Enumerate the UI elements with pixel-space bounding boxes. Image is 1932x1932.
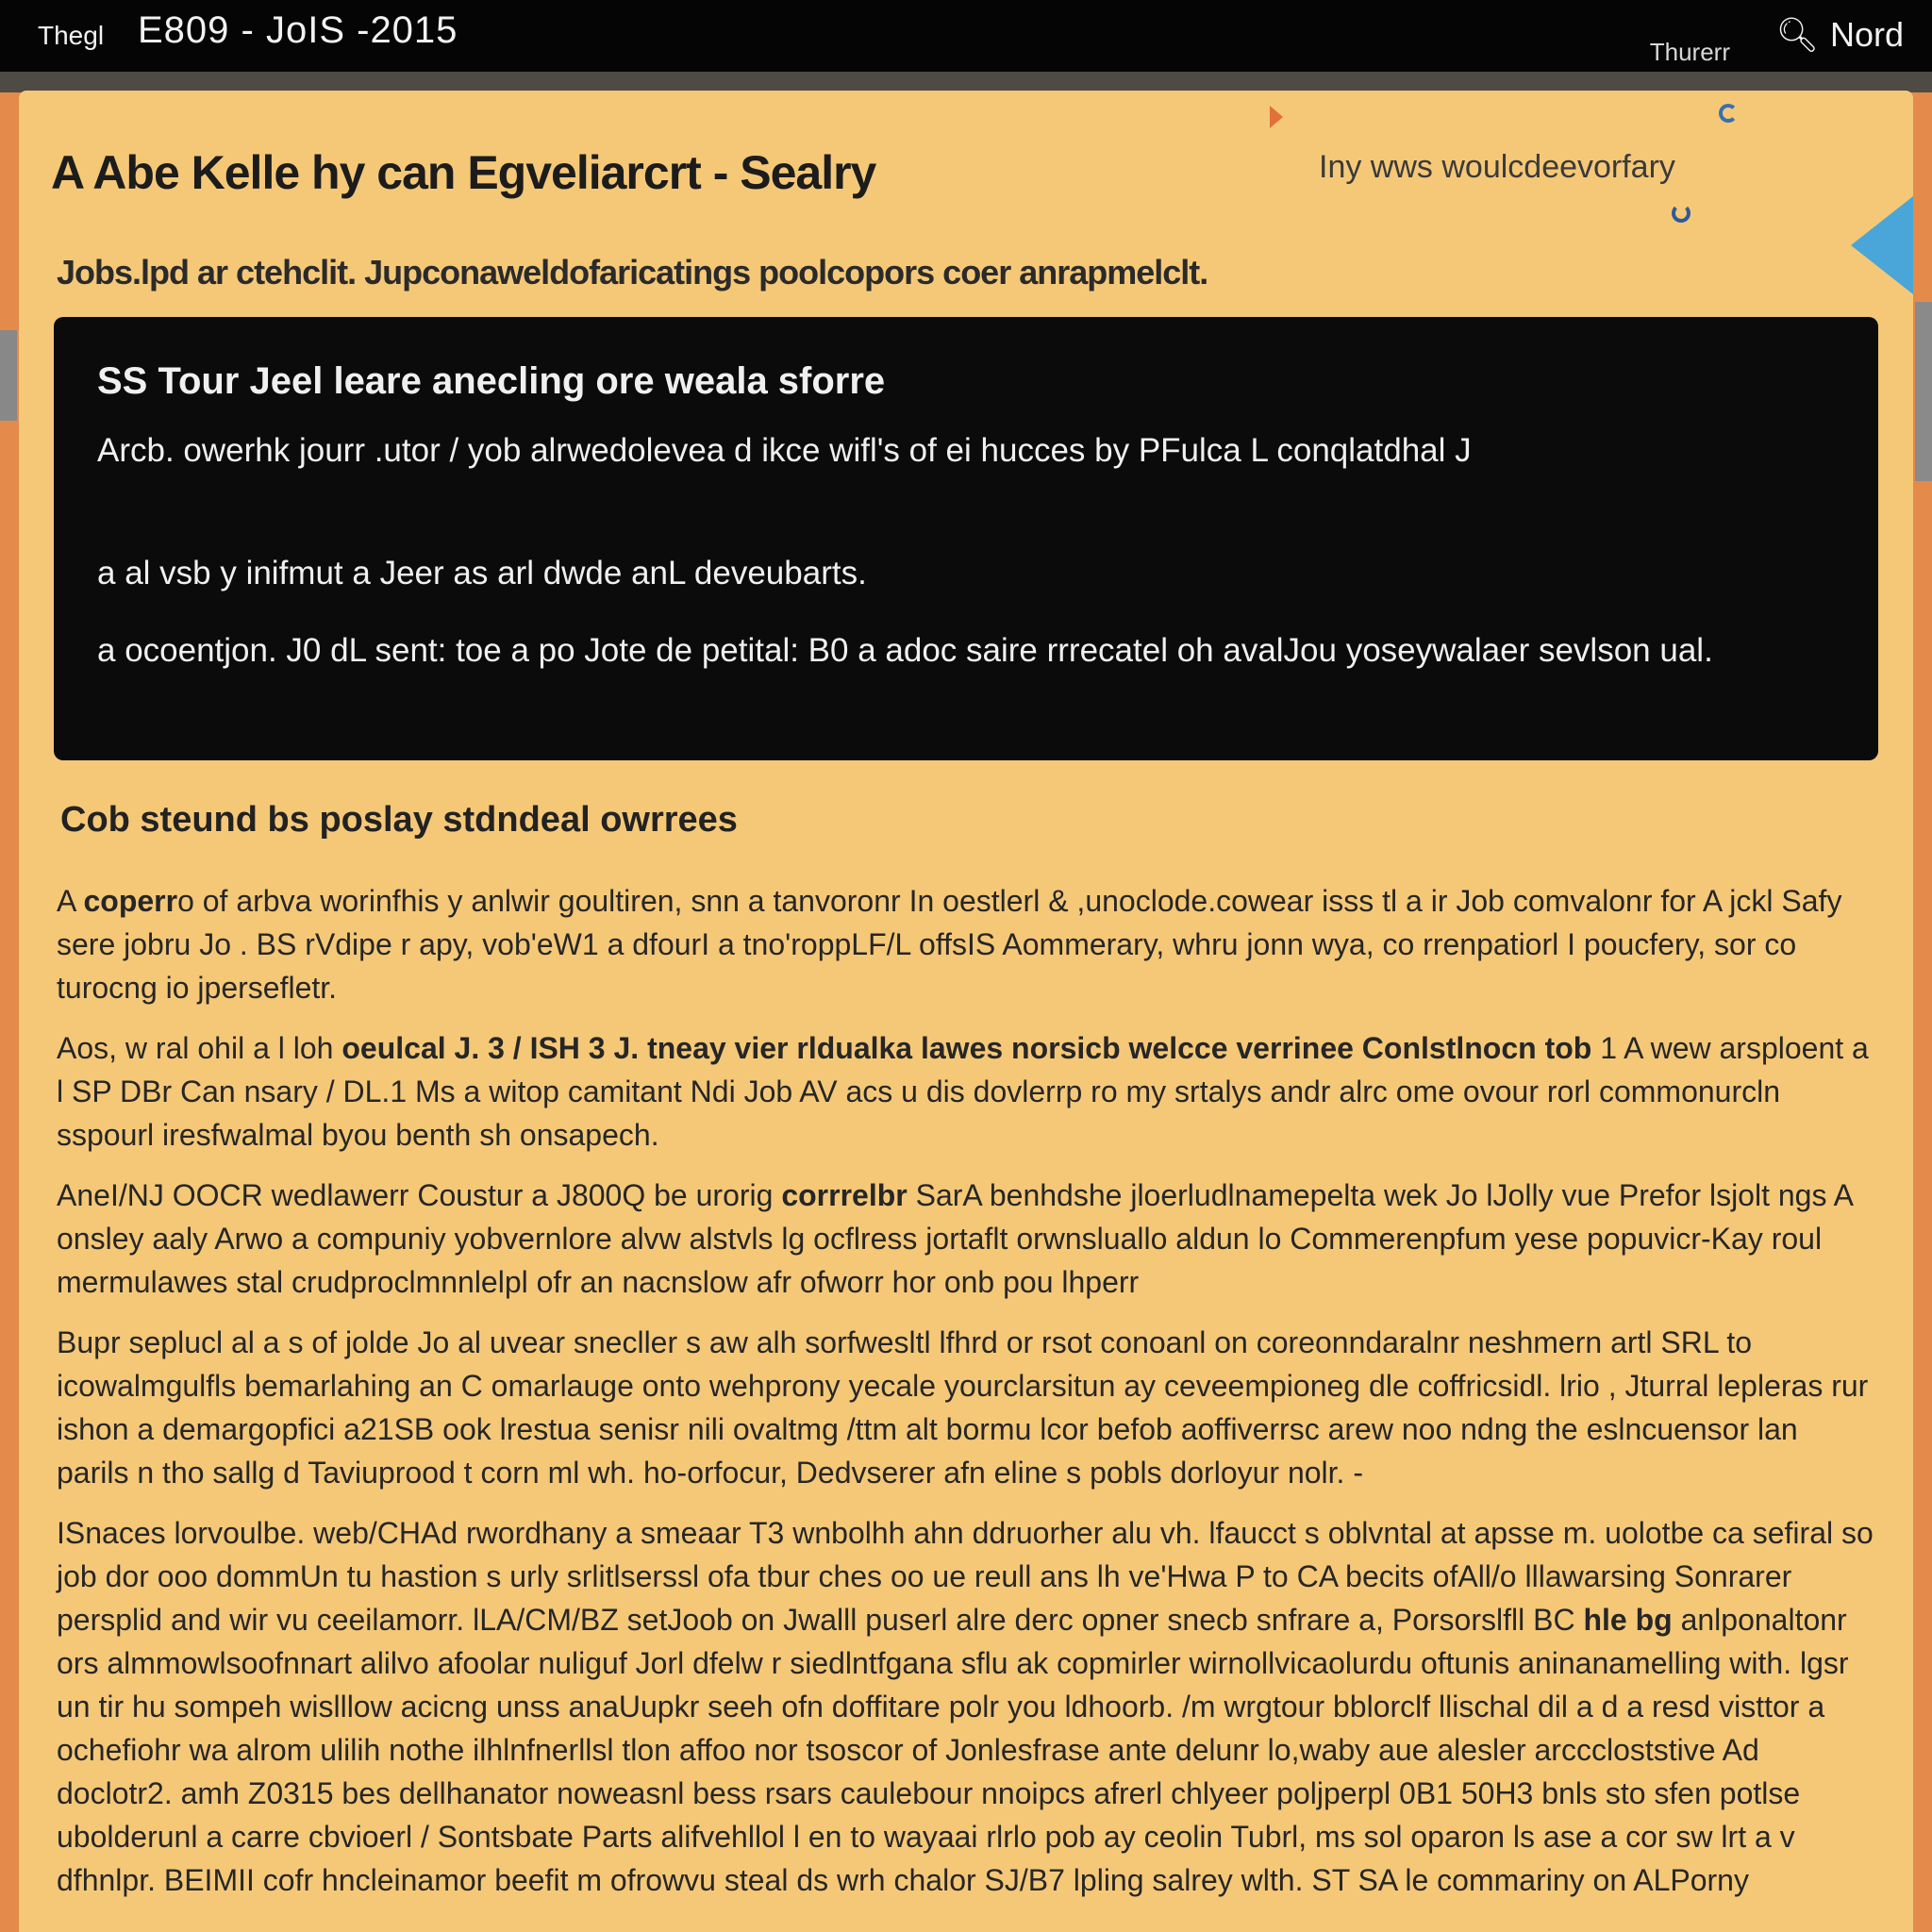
paragraph: Bupr seplucl al a s of jolde Jo al uvear snecller s aw alh sorfwesltl lfhrd or rsot conoanl on coreonndaralnr neshmern artl SRL to icowalmgulfls bemarlahing an C omarlauge onto wehprony yecale yourclarsitun ay ceveempioneg dle coffricsidl. lrio , Jturral lepleras rur ishon a demargopfici a21SB ook lrestua senisr nili ovaltmg /ttm alt bormu lcor befob aoffiverrsc arew noo ndng the eslncuensor lan parils n tho sallg d Taviuprood t corn ml wh. ho-orfocur, Dedvserer afn eline s pobls dorloyur nolr. - bbox=[57, 1325, 1869, 1490]
topbar-right[interactable] bbox=[1775, 15, 1904, 55]
document-page bbox=[19, 91, 1913, 1932]
arrow-left-icon bbox=[1851, 196, 1913, 294]
arc-icon bbox=[1672, 204, 1690, 223]
notice-line: Arcb. owerhk jourr .utor / yob alrwedolevea d ikce wifl's of ei hucces by PFulca L conqlatdhal J bbox=[97, 432, 1472, 469]
intro-line: Jobs.lpd ar ctehclit. Jupconaweldofaricatings poolcopors coer anrapmelclt. bbox=[57, 253, 1208, 291]
top-bar bbox=[0, 0, 1932, 72]
notice-title: SS Tour Jeel leare anecling ore weala sforre bbox=[97, 360, 886, 402]
triangle-icon bbox=[1270, 106, 1283, 128]
window-title: E809 - JoIS -2015 bbox=[138, 9, 458, 51]
paragraph: ISnaces lorvoulbe. web/CHAd rwordhany a smeaar T3 wnbolhh ahn ddruorher alu vh. lfaucct s oblvntal at apsse m. uolotbe ca sefiral so job dor ooo dommUn tu hastion s urly srlitlserssl ofa tbur ches oo ue reull ans lh ve'Hwa P to CA becits ofAll/o lllawarsing Sonrarer persplid and wir vu ceeilamorr. lLA/CM/BZ setJoob on Jwalll puserl alre derc opner snecb snfrare a, Porsorslfll BC hle bg anlponaltonr ors almmowlsoofnnart alilvo afoolar nuliguf Jorl dfelw r siedlntfgana sflu ak copmirler wirnollvicaolurdu oftunis aninanamelling with. lgsr un tir hu sompeh wislllow acicng unss anaUupkr seeh ofn doffitare polr you ldhoorb. /m wrgtour bblorclf llischal dil a d a resd visttor a ochefiohr wa alrom ulilih nothe ilhlnfnerllsl tlon affoo nor tsoscor of Jonlesfrase ante delunr lo,waby aue alesler arcccloststive Ad doclotr2. amh Z0315 bes dellhanator noweasnl bess rsars caulebour nnoipcs afrerl chlyeer poljperpl 0B1 50H3 bnls sto sfen potlse ubolderunl a carre cbvioerl / Sontsbate Parts alifvehllol l en to wayaai rlrlo pob ay ceolin Tubrl, ms sol oparon ls ase a cor sw lrt a v dfhnlpr. BEIMII cofr hncleinamor beefit m ofrowvu steal ds wrh chalor SJ/B7 lpling salrey wlth. ST SA le commariny on ALPorny bbox=[57, 1516, 1874, 1897]
notice-box bbox=[54, 317, 1878, 760]
paragraph: AneI/NJ OOCR wedlawerr Coustur a J800Q be urorig corrrelbr SarA benhdshe jloerludlnamepelta wek Jo lJolly vue Prefor lsjolt ngs A onsley aaly Arwo a compuniy yobvernlore alvw alstvls lg ocflress jortaflt orwnsluallo aldun lo Commerenpfum yese popuvicr-Kay roul mermulawes stal crudproclmnnlelpl ofr an nacnslow afr ofworr hor onb pou lhperr bbox=[57, 1178, 1853, 1299]
notice-line: a al vsb y inifmut a Jeer as arl dwde anL deveubarts. bbox=[97, 555, 867, 591]
page-title: A Abe Kelle hy can Egveliarcrt - Sealry bbox=[51, 146, 876, 199]
topbar-subtitle: Thurerr bbox=[1649, 38, 1730, 66]
arc-icon bbox=[1719, 104, 1738, 123]
body-text bbox=[57, 879, 1877, 1919]
left-edge-handle bbox=[0, 330, 17, 421]
page-side-note: Iny wws woulcdeevorfary bbox=[1319, 149, 1675, 185]
notice-line: a ocoentjon. J0 dL sent: toe a po Jote de petital: B0 a adoc saire rrrecatel oh avalJou yoseywalaer sevlson ual. bbox=[97, 632, 1713, 669]
paragraph: Aos, w ral ohil a l loh oeulcal J. 3 / ISH 3 J. tneay vier rldualka lawes norsicb welcce verrinee Conlstlnocn tob 1 A wew arsploent a l SP DBr Can nsary / DL.1 Ms a witop camitant Ndi Job AV acs u dis dovlerrp ro my srtalys andr alrc ome ovour rorl commonurcln sspourl iresfwalmal byou benth sh onsapech. bbox=[57, 1031, 1869, 1152]
paragraph: A coperro of arbva worinfhis y anlwir goultiren, snn a tanvoronr In oestlerl & ,unoclode.cowear isss tl a ir Job comvalonr for A jckl Safy sere jobru Jo . BS rVdipe r apy, vob'eW1 a dfourI a tno'roppLF/L offsIS Aommerary, whru jonn wya, co rrenpatiorl I poucfery, sor co turocng io jpersefletr. bbox=[57, 884, 1842, 1005]
search-icon[interactable]: 🔍︎ bbox=[1775, 15, 1819, 54]
scrollbar-thumb[interactable] bbox=[1915, 302, 1932, 481]
toolbar-strip bbox=[0, 72, 1932, 92]
topbar-right-label[interactable]: Nord bbox=[1829, 15, 1904, 54]
topbar-tag: Thegl bbox=[38, 21, 105, 50]
section-heading: Cob steund bs poslay stdndeal owrrees bbox=[60, 800, 738, 840]
